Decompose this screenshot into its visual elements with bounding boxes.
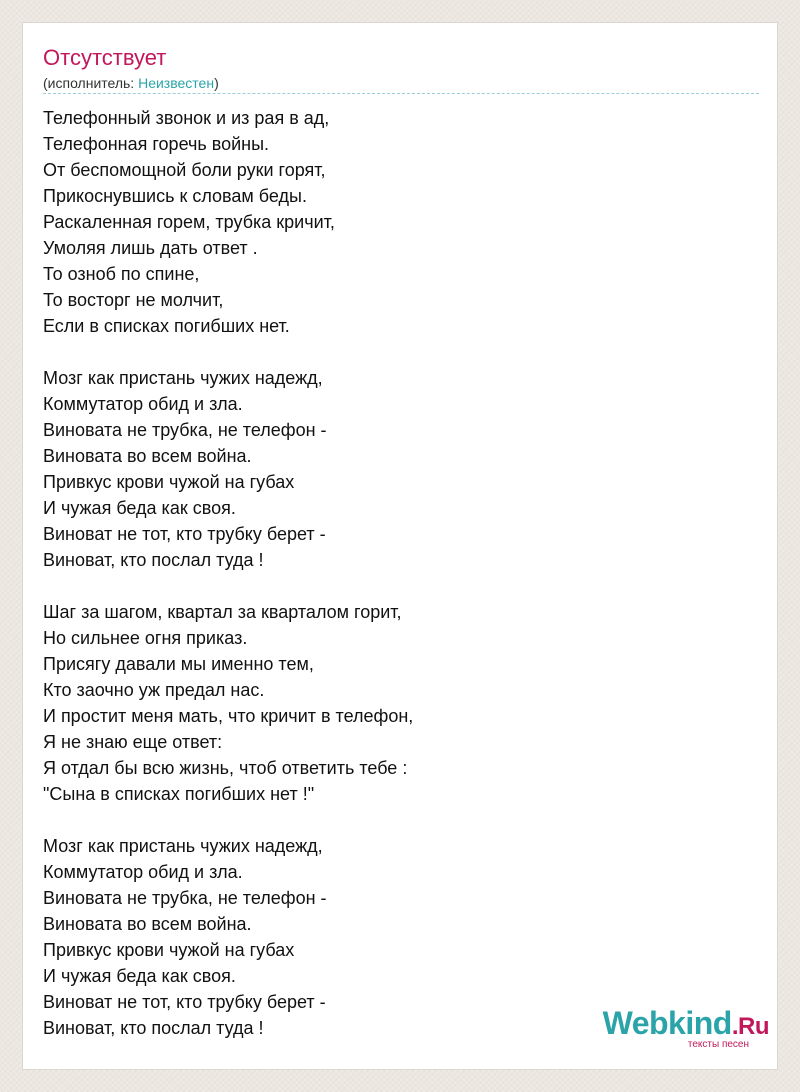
lyric-line: Виноват не тот, кто трубку берет - bbox=[43, 992, 326, 1012]
lyric-line: То озноб по спине, bbox=[43, 264, 200, 284]
lyric-line: Кто заочно уж предал нас. bbox=[43, 680, 265, 700]
artist-prefix: (исполнитель: bbox=[43, 75, 139, 91]
verse bbox=[43, 833, 663, 1041]
lyric-line: "Сына в списках погибших нет !" bbox=[43, 784, 315, 804]
lyric-line: Виновата не трубка, не телефон - bbox=[43, 888, 327, 908]
lyric-line: Мозг как пристань чужих надежд, bbox=[43, 836, 323, 856]
lyric-line: Если в списках погибших нет. bbox=[43, 316, 290, 336]
lyric-line: Но сильнее огня приказ. bbox=[43, 628, 248, 648]
logo-tagline: тексты песен bbox=[687, 1039, 749, 1050]
verse bbox=[43, 105, 663, 339]
artist-line bbox=[43, 74, 219, 92]
lyric-line: Присягу давали мы именно тем, bbox=[43, 654, 314, 674]
lyric-line: От беспомощной боли руки горят, bbox=[43, 160, 326, 180]
lyric-line: Привкус крови чужой на губах bbox=[43, 472, 295, 492]
lyric-line: Раскаленная горем, трубка кричит, bbox=[43, 212, 335, 232]
lyric-line: Телефонная горечь войны. bbox=[43, 134, 270, 154]
song-title: Отсутствует bbox=[43, 45, 167, 70]
lyric-line: И простит меня мать, что кричит в телефон, bbox=[43, 706, 414, 726]
artist-suffix: ) bbox=[214, 75, 219, 91]
lyric-line: Виновата во всем война. bbox=[43, 914, 252, 934]
lyric-line: Мозг как пристань чужих надежд, bbox=[43, 368, 323, 388]
lyric-line: И чужая беда как своя. bbox=[43, 498, 236, 518]
lyric-line: Виновата не трубка, не телефон - bbox=[43, 420, 327, 440]
lyrics-text bbox=[43, 105, 663, 1067]
lyric-line: Умоляя лишь дать ответ . bbox=[43, 238, 258, 258]
lyric-line: Виноват не тот, кто трубку берет - bbox=[43, 524, 326, 544]
lyric-line: Виноват, кто послал туда ! bbox=[43, 550, 264, 570]
lyric-line: Я отдал бы всю жизнь, чтоб ответить тебе : bbox=[43, 758, 408, 778]
artist-link[interactable]: Неизвестен bbox=[138, 75, 215, 91]
lyric-line: Прикоснувшись к словам беды. bbox=[43, 186, 307, 206]
lyric-line: И чужая беда как своя. bbox=[43, 966, 236, 986]
lyric-line: Телефонный звонок и из рая в ад, bbox=[43, 108, 330, 128]
lyric-line: Виноват, кто послал туда ! bbox=[43, 1018, 264, 1038]
lyric-line: То восторг не молчит, bbox=[43, 290, 224, 310]
lyric-line: Коммутатор обид и зла. bbox=[43, 394, 243, 414]
lyrics-card bbox=[22, 22, 778, 1070]
lyric-line: Коммутатор обид и зла. bbox=[43, 862, 243, 882]
title-divider bbox=[43, 93, 759, 94]
site-logo[interactable] bbox=[579, 1005, 769, 1051]
logo-tld: .Ru bbox=[731, 1013, 769, 1040]
lyric-line: Я не знаю еще ответ: bbox=[43, 732, 223, 752]
lyric-line: Шаг за шагом, квартал за кварталом горит, bbox=[43, 602, 402, 622]
lyric-line: Привкус крови чужой на губах bbox=[43, 940, 295, 960]
lyric-line: Виновата во всем война. bbox=[43, 446, 252, 466]
verse bbox=[43, 365, 663, 573]
logo-name: Webkind bbox=[602, 1005, 732, 1041]
verse bbox=[43, 599, 663, 807]
